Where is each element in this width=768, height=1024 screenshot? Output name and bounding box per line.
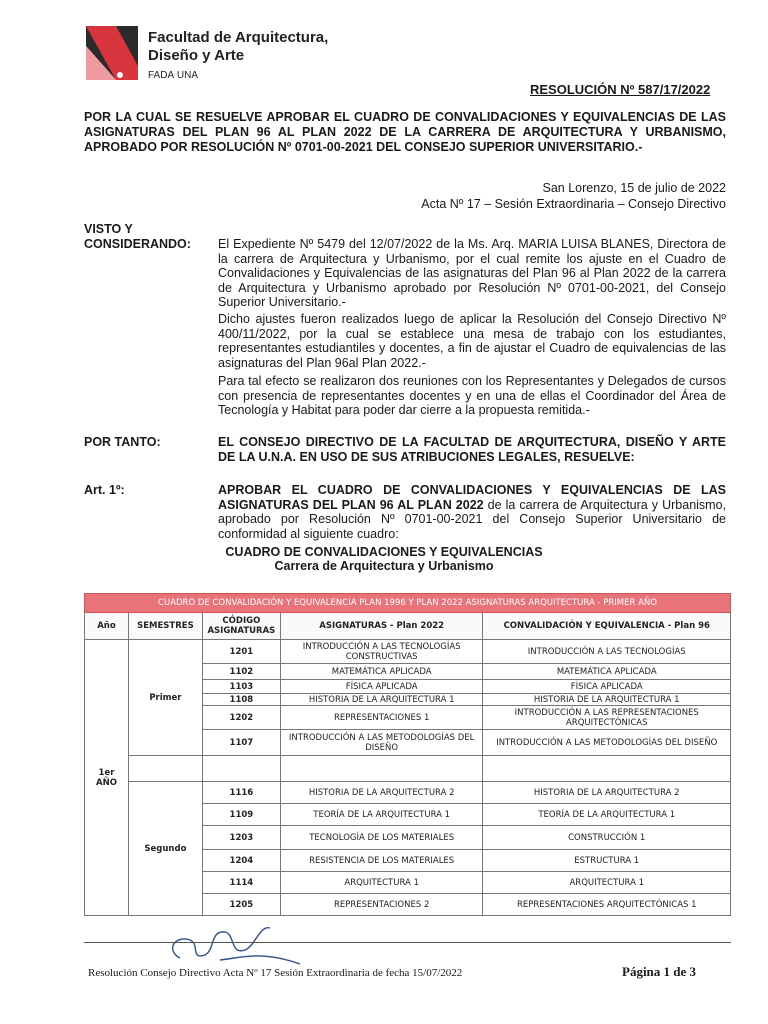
asig-cell: RESISTENCIA DE LOS MATERIALES [280,850,483,872]
visto-label-2: CONSIDERANDO: [84,237,191,251]
conv-cell: INTRODUCCIÓN A LAS METODOLOGÍAS DEL DISEÑO [483,730,731,756]
asig-cell: HISTORIA DE LA ARQUITECTURA 1 [280,694,483,706]
code-cell: 1201 [202,640,280,664]
brand-fada-text: FADA [148,70,175,81]
asig-cell: FÍSICA APLICADA [280,680,483,694]
asig-cell: INTRODUCCIÓN A LAS TECNOLOGÍAS CONSTRUCTIVAS [280,640,483,664]
code-cell: 1204 [202,850,280,872]
table-header-row [85,613,731,640]
portanto-label: POR TANTO: [84,435,161,449]
asig-cell: REPRESENTACIONES 1 [280,706,483,730]
acta: Acta Nº 17 – Sesión Extraordinaria – Consejo Directivo [421,197,726,211]
code-cell: 1205 [202,894,280,916]
portanto-text: EL CONSEJO DIRECTIVO DE LA FACULTAD DE ARQUITECTURA, DISEÑO Y ARTE DE LA U.N.A. EN USO DE SUS ATRIBUCIONES LEGALES, RESUELVE: [218,435,726,464]
code-cell: 1202 [202,706,280,730]
empty-cell [483,756,731,782]
conv-cell: ESTRUCTURA 1 [483,850,731,872]
equivalence-table [84,593,731,916]
header-codigo: CÓDIGO ASIGNATURAS [202,613,280,640]
code-cell: 1108 [202,694,280,706]
empty-cell [128,756,202,782]
resolution-number: RESOLUCIÓN Nº 587/17/2022 [530,82,711,97]
asig-cell: ARQUITECTURA 1 [280,872,483,894]
footer-divider [84,942,731,943]
code-cell: 1114 [202,872,280,894]
semester-2-cell: Segundo [128,782,202,916]
cuadro-subtitle: Carrera de Arquitectura y Urbanismo [274,559,494,573]
conv-cell: INTRODUCCIÓN A LAS REPRESENTACIONES ARQUITECTÓNICAS [483,706,731,730]
code-cell: 1103 [202,680,280,694]
table-row-empty [85,756,731,782]
brand-line-1: Facultad de Arquitectura, [148,29,329,46]
header-anio: Año [85,613,129,640]
conv-cell: FÍSICA APLICADA [483,680,731,694]
brand-line-2: Diseño y Arte [148,47,245,64]
signature-icon [160,920,310,970]
cuadro-title: CUADRO DE CONVALIDACIONES Y EQUIVALENCIAS [225,545,543,559]
conv-cell: REPRESENTACIONES ARQUITECTÓNICAS 1 [483,894,731,916]
code-cell: 1102 [202,664,280,680]
asig-cell: MATEMÁTICA APLICADA [280,664,483,680]
art-rest: de la carrera de Arquitectura y Urbanismo, aprobado por Resolución Nº 0701-00-2021 del Consejo Superior Universitario de conformidad al siguiente cuadro: [218,497,727,541]
conv-cell: ARQUITECTURA 1 [483,872,731,894]
table-band: CUADRO DE CONVALIDACIÓN Y EQUIVALENCIA PLAN 1996 Y PLAN 2022 ASIGNATURAS ARQUITECTURA - PRIMER AÑO [85,594,731,613]
art-text [218,483,726,541]
art-label: Art. 1º: [84,483,125,497]
visto-paragraph-3: Para tal efecto se realizaron dos reuniones con los Representantes y Delegados de cursos con presencia de representantes docentes y en una de ellas el Coordinador del Área de Tecnología y Habitat para poder dar cierre a la propuesta remitida.- [218,374,726,417]
asig-cell: REPRESENTACIONES 2 [280,894,483,916]
header-semestres: SEMESTRES [128,613,202,640]
asig-cell: TECNOLOGÍA DE LOS MATERIALES [280,826,483,850]
visto-paragraph-2: Dicho ajustes fueron realizados luego de aplicar la Resolución del Consejo Directivo Nº 400/11/2022, por la cual se establece una mesa de trabajo con los estudiantes, representantes estudiantiles y docentes, a fin de ajustar el Cuadro de equivalencias de las asignaturas del Plan 96al Plan 2022.- [218,312,726,370]
code-cell: 1109 [202,804,280,826]
header-convalidacion: CONVALIDACIÓN Y EQUIVALENCIA - Plan 96 [483,613,731,640]
header-asignaturas: ASIGNATURAS - Plan 2022 [280,613,483,640]
conv-cell: CONSTRUCCIÓN 1 [483,826,731,850]
conv-cell: HISTORIA DE LA ARQUITECTURA 1 [483,694,731,706]
document-title: POR LA CUAL SE RESUELVE APROBAR EL CUADRO DE CONVALIDACIONES Y EQUIVALENCIAS DE LAS ASIGNATURAS DEL PLAN 96 AL PLAN 2022 DE LA CARRERA DE ARQUITECTURA Y URBANISMO, APROBADO POR RESOLUCIÓN Nº 0701-00-2021 DEL CONSEJO SUPERIOR UNIVERSITARIO.- [84,110,726,154]
asig-cell: TEORÍA DE LA ARQUITECTURA 1 [280,804,483,826]
visto-paragraph-1: El Expediente Nº 5479 del 12/07/2022 de la Ms. Arq. MARIA LUISA BLANES, Directora de la carrera de Arquitectura y Urbanismo, por el cual remite los ajuste en el Cuadro de Convalidaciones y Equivalencias de las asignaturas del Plan 96 al Plan 2022 de la carrera de Arquitectura y Urbanismo aprobado por Resolución Nº 0701-00-2021, del Consejo Superior Universitario.- [218,237,726,309]
code-cell: 1116 [202,782,280,804]
visto-label-1: VISTO Y [84,222,133,236]
asig-cell: HISTORIA DE LA ARQUITECTURA 2 [280,782,483,804]
code-cell: 1203 [202,826,280,850]
brand-una-text: UNA [176,70,199,81]
footer-text: Resolución Consejo Directivo Acta Nº 17 Sesión Extraordinaria de fecha 15/07/2022 [88,967,463,979]
table-row [85,640,731,664]
semester-1-cell: Primer [128,640,202,756]
asig-cell: INTRODUCCIÓN A LAS METODOLOGÍAS DEL DISEÑO [280,730,483,756]
conv-cell: HISTORIA DE LA ARQUITECTURA 2 [483,782,731,804]
place-date: San Lorenzo, 15 de julio de 2022 [542,181,726,195]
visto-label [84,222,191,252]
empty-cell [280,756,483,782]
conv-cell: INTRODUCCIÓN A LAS TECNOLOGÍAS [483,640,731,664]
brand-fada [148,70,198,81]
year-cell: 1er AÑO [85,640,129,916]
empty-cell [202,756,280,782]
art-bold: APROBAR EL CUADRO DE CONVALIDACIONES Y EQUIVALENCIAS DE LAS ASIGNATURAS DEL PLAN 96 AL PLAN 2022 [218,483,726,512]
table-band-row [85,594,731,613]
fada-logo-icon [86,26,138,80]
conv-cell: MATEMÁTICA APLICADA [483,664,731,680]
page-number: Página 1 de 3 [622,964,697,979]
place-date-block [421,180,726,212]
conv-cell: TEORÍA DE LA ARQUITECTURA 1 [483,804,731,826]
code-cell: 1107 [202,730,280,756]
table-row [85,782,731,804]
